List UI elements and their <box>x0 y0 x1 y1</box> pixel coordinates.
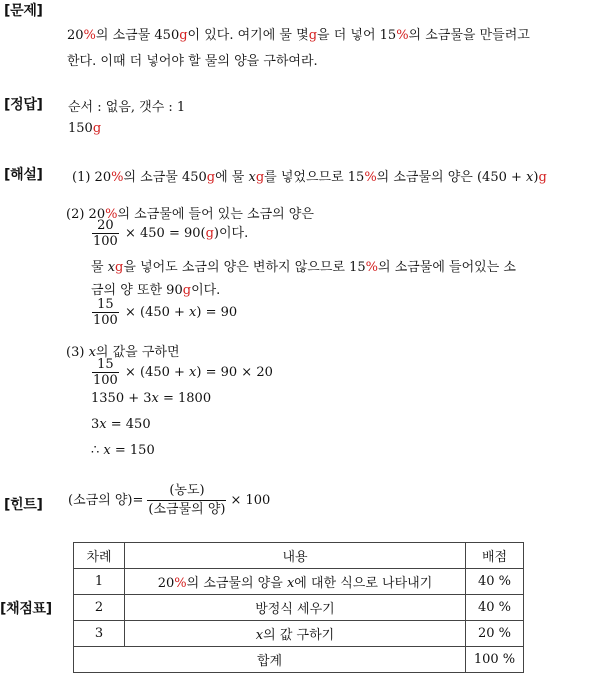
row-content: x의 값 구하기 <box>125 621 466 647</box>
problem-line-2: 한다. 이때 더 넣어야 할 물의 양을 구하여라. <box>67 54 318 69</box>
answer-label: [정답] <box>4 97 43 113</box>
solution-step-2-text-cont: 금의 양 또한 90g이다. <box>91 283 221 298</box>
problem-line-1: 20%의 소금물 450g이 있다. 여기에 물 몇g을 더 넣어 15%의 소금물을 만들려고 <box>67 28 530 43</box>
row-order: 2 <box>74 595 125 621</box>
table-total-row <box>74 647 524 673</box>
equation-3: ∴ x = 150 <box>91 443 155 458</box>
header-order: 차례 <box>74 543 125 569</box>
fraction: $\frac{15}{100}$ <box>93 297 118 328</box>
row-order: 1 <box>74 569 125 595</box>
hint-label: [힌트] <box>4 497 43 513</box>
solution-fraction-3: $\frac{15}{100}$ × (450 + x) = 90 × 20 <box>93 357 273 388</box>
row-content: 20%의 소금물의 양을 x에 대한 식으로 나타내기 <box>125 569 466 595</box>
row-score: 40 % <box>466 595 524 621</box>
header-score: 배점 <box>466 543 524 569</box>
table-row <box>74 621 524 647</box>
table-header-row <box>74 543 524 569</box>
problem-label: [문제] <box>4 3 43 19</box>
fraction: $\frac{15}{100}$ <box>93 357 118 388</box>
hint-formula: (소금의 양)= $\frac{\text{(농도)}}{\text{(소금물의 양)}}$ × 100 <box>68 483 271 517</box>
solution-step-2-text: 물 xg을 넣어도 소금의 양은 변하지 않으므로 15%의 소금물에 들어있는 소 <box>91 260 516 275</box>
solution-fraction-2: $\frac{15}{100}$ × (450 + x) = 90 <box>93 297 238 328</box>
header-content: 내용 <box>125 543 466 569</box>
fraction: $\frac{\text{(농도)}}{\text{(소금물의 양)}}$ <box>148 483 226 517</box>
solution-step-1: (1) 20%의 소금물 450g에 물 xg를 넣었으므로 15%의 소금물의 양은 (450 + x)g <box>72 170 547 185</box>
total-label: 합계 <box>74 647 466 673</box>
answer-value: 150g <box>68 121 102 136</box>
row-score: 40 % <box>466 569 524 595</box>
equation-2: 3x = 450 <box>91 417 151 432</box>
row-order: 3 <box>74 621 125 647</box>
solution-step-2: (2) 20%의 소금물에 들어 있는 소금의 양은 <box>66 207 314 222</box>
solution-fraction-1: $\frac{20}{100}$ × 450 = 90(g)이다. <box>93 218 249 249</box>
grading-label: [채점표] <box>0 601 52 617</box>
table-row <box>74 569 524 595</box>
grading-table <box>73 542 524 673</box>
row-score: 20 % <box>466 621 524 647</box>
solution-label: [해설] <box>4 167 43 183</box>
fraction: $\frac{20}{100}$ <box>93 218 118 249</box>
total-score: 100 % <box>466 647 524 673</box>
table-row <box>74 595 524 621</box>
row-content: 방정식 세우기 <box>125 595 466 621</box>
solution-step-3: (3) x의 값을 구하면 <box>66 345 180 360</box>
answer-meta: 순서 : 없음, 갯수 : 1 <box>68 100 186 115</box>
equation-1: 1350 + 3x = 1800 <box>91 391 212 406</box>
